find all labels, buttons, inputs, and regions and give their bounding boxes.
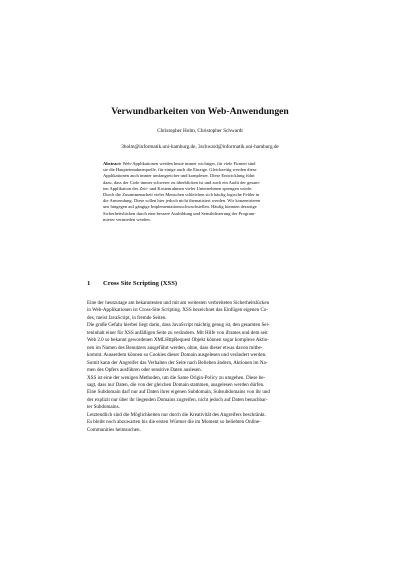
abstract-line: Applikationen auch immer umfangreicher und komplexer. Diese Entwicklung führt: [103, 173, 255, 179]
abstract: [103, 161, 299, 223]
abstract-line: ten Applikation des Zeit- und Kostenrahmen vieler Unternehmen sprengen würde.: [103, 185, 253, 191]
abstract-line: dazu, dass der Code immer schwerer zu überblicken ist und auch ein Audit der gesam-: [103, 179, 261, 185]
abstract-line: sie die Haupteinnahmequelle, für einige auch die Einzige. Gleichzeitig werden diese: [103, 167, 257, 173]
abstract-line: Durch die Zusammenarbeit vieler Menschen schleichen sich häufig logische Fehler in: [103, 192, 260, 198]
body-line: des, meist JavaScript, in fremde Seiten.: [87, 314, 167, 321]
section-body: [87, 300, 317, 434]
body-line: kommt. Ausserdem können so Cookies dieser Domain ausgelesen und verändert werden.: [87, 352, 267, 359]
body-line: nen im Namen des Benutzers ausgeführt werden, ohne, dass dieser etwas davon mitbe-: [87, 344, 263, 351]
body-line: sagt, dass nur Daten, die von der gleichen Domain stammen, ausgelesen werden dürfen.: [87, 381, 265, 388]
section-number: 1: [87, 280, 91, 287]
body-line: teninhalt einer für XSS anfälligen Seite zu verändern. Mit Hilfe von iframes und dem seit: [87, 329, 268, 336]
body-line: Eine der heutzutage am bekanntesten und mit am weitesten verbreiteten Sicherheitslücken: [87, 300, 270, 306]
paper-title: Verwundbarkeiten von Web-Anwendungen: [111, 106, 289, 117]
body-line: ter Subdomains.: [87, 404, 120, 411]
body-line: in Web-Applikationen ist Cross-Site Scripting. XSS bezeichnet das Einfügen eigenen Co-: [87, 307, 269, 314]
author-emails: 3holm@informatik.uni-hamburg.de, 3schward@informatik.uni-hamburg.de: [121, 144, 279, 150]
body-line: Es bleibt noch abzuwarten bis die ersten Würmer die im Moment so beliebten Online-: [87, 419, 261, 426]
abstract-line-text: Web-Applikationen werden heute immer wichtiger, für viele Firmen sind: [121, 161, 256, 166]
body-line: Eine Subdomain darf nur auf Daten ihrer eigenen Subdomain, Subsubdomains von ihr und: [87, 389, 270, 396]
abstract-line: uns hingegen auf gängige Implementationsschwachstellen. Häufig könnten derartige: [103, 204, 257, 210]
section-title: Cross Site Scripting (XSS): [103, 280, 178, 287]
body-line: XSS ist eine der wenigen Methoden, um die Same Origin-Policy zu umgehen. Diese be-: [87, 374, 266, 381]
author-names: Christopher Holm, Christopher Schwardt: [157, 128, 243, 134]
body-line: Communities heimsuchen.: [87, 426, 141, 433]
body-line: men des Opfers ausführen oder sensitive Daten auslesen.: [87, 367, 202, 374]
abstract-line: Sicherheitslücken durch eine bessere Ausbildung und Sensibilisierung der Program-: [103, 210, 256, 216]
body-line: Die große Gefahr hierbei liegt darin, dass JavaScript mächtig genug ist, den gesamten Sei-: [87, 322, 270, 329]
section-heading: [87, 280, 177, 287]
body-line: Letztendlich sind die Möglichkeiten nur durch die Kreativität des Angreifers beschränkt.: [87, 411, 266, 418]
abstract-line: mierer vermieden werden.: [103, 216, 151, 222]
body-line: der explizit nur über ihr liegenden Domains zugreifen, nicht jedoch auf Daten benachbar-: [87, 396, 268, 403]
body-line: Somit kann der Angreifer das Verhalten der Seite nach Belieben ändern, Aktionen im Na-: [87, 359, 268, 366]
abstract-line: die Anwendung. Diese sollen hier jedoch nicht thematisiert werden. Wir konzentrieren: [103, 198, 261, 204]
body-line: Web 2.0 so bekannt gewordenen XMLHttpRequest Objekt können sogar komplexe Aktio-: [87, 337, 269, 344]
abstract-label: Abstract:: [103, 161, 122, 166]
